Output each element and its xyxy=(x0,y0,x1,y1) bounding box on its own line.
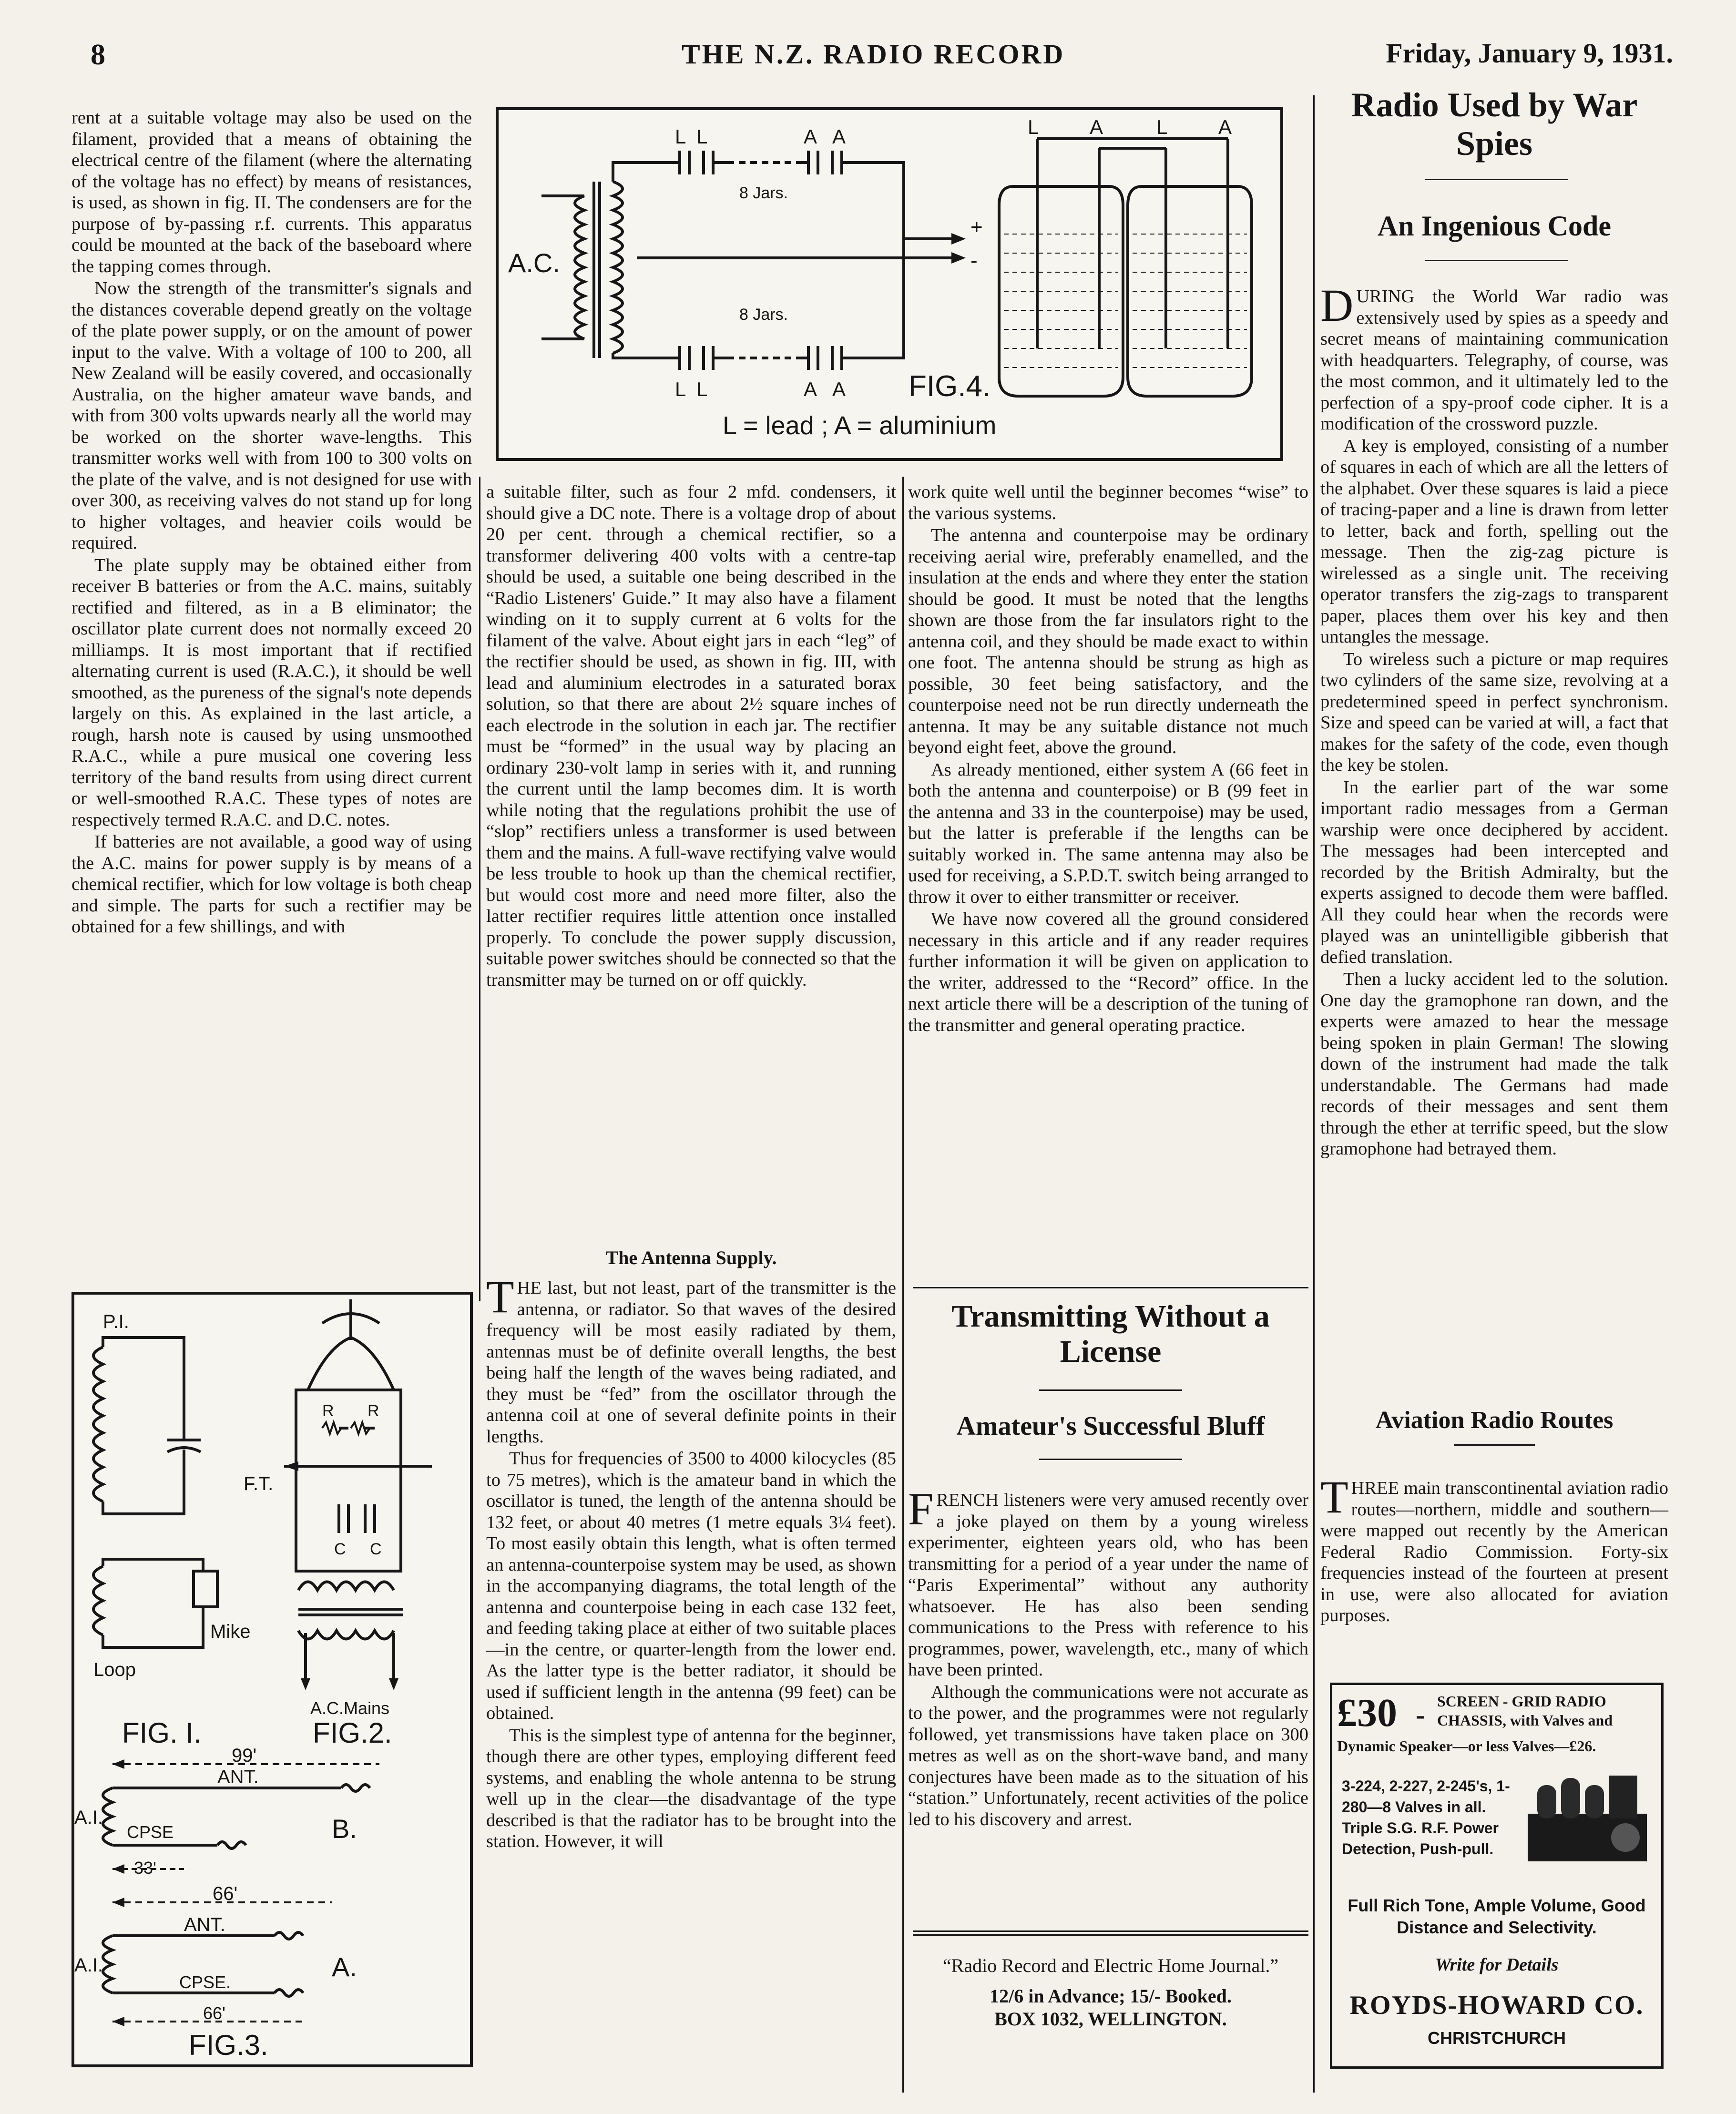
subscription-price: 12/6 in Advance; 15/- Booked. xyxy=(990,1985,1232,2007)
ad-write-for-details: Write for Details xyxy=(1435,1955,1559,1975)
counterpoise-label: CPSE xyxy=(127,1822,174,1842)
length-label: 66' xyxy=(213,1883,238,1904)
system-b-label: B. xyxy=(332,1814,357,1844)
ac-mains-label: A.C.Mains xyxy=(310,1698,390,1718)
paragraph: a suitable filter, such as four 2 mfd. condensers, it should give a DC note. There is a voltage drop of about 20 per cent. through a chemical rectifier, so a transformer delivering 400 volts with a centre-tap should be used, a suitable one being described in the “Radio Listeners' Guide.” It may also have a filament winding on it to supply current at 6 volts for the filament of the valve. About eight jars in each “leg” of the rectifier should be used, as shown in fig. III, with lead and aluminium electrodes in a saturated borax solution, so that there are about 2½ square inches of each electrode in the solution in each jar. The rectifier must be “formed” in the usual way by placing an ordinary 230-volt lamp in series with it, and running the current until the lamp becomes dim. It is worth while noting that the regulations prohibit the use of “slop” rectifiers unless a transformer is used between them and the mains. A full-wave rectifying valve would be less trouble to hook up than the chemical rectifier, but would cost more and need more filter, also the latter rectifier requires little attention once installed properly. To conclude the power supply discussion, suitable power switches should be connected so that the transmitter may be turned on or off quickly. xyxy=(486,482,896,990)
story-subhead: Amateur's Successful Bluff xyxy=(956,1411,1265,1441)
jar-electrode-label: L xyxy=(1028,116,1039,138)
resistor-label: R xyxy=(322,1402,334,1420)
ad-headline-line: CHASSIS, with Valves and xyxy=(1437,1712,1613,1729)
antenna-label: ANT. xyxy=(217,1767,259,1787)
paragraph: FRENCH listeners were very amused recently over a joke played on them by a young wireless experimenter, eighteen years old, who has been transmitting for a period of a year under the name of “Paris Experimental” without any authority whatsoever. He has also been sending communications to the Press with reference to his programmes, power, wavelength, etc., many of which have been printed. xyxy=(908,1483,1308,1680)
mike-label: Mike xyxy=(210,1621,251,1642)
jar-count-label: 8 Jars. xyxy=(739,306,788,324)
newspaper-title: THE N.Z. RADIO RECORD xyxy=(682,39,1065,70)
figure-legend: L = lead ; A = aluminium xyxy=(723,411,997,440)
spies-story xyxy=(1320,280,1668,1160)
ad-headline xyxy=(1437,1692,1656,1730)
label-aluminium: A xyxy=(804,378,817,400)
aviation-story xyxy=(1320,1471,1668,1626)
label-aluminium: A xyxy=(804,125,817,148)
ai-label: A.I. xyxy=(74,1807,103,1828)
label-aluminium: A xyxy=(832,125,846,148)
subscription-notice xyxy=(908,1954,1313,2031)
paragraph: The antenna and counterpoise may be ordinary receiving aerial wire, preferably enamelled, and the insulation at the ends and where they enter the station should be good. It must be noted that the lengths shown are those from the far insulators right to the antenna coil, and they should be made exact to within one foot. The antenna should be strung as high as possible, 30 feet being satisfactory, and the counterpoise need not be run directly underneath the antenna. It may be any suitable distance not much beyond eight feet, above the ground. xyxy=(908,525,1308,757)
ad-dash: - xyxy=(1416,1699,1425,1730)
paragraph: In the earlier part of the war some important radio messages from a German warship were once deciphered by accident. The messages had been intercepted and recorded by the British Admiralty, but the experts assigned to decode them were baffled. All they could hear when the records were played was an unintelligible gibberish that defied translation. xyxy=(1320,777,1668,967)
headline-rule xyxy=(1425,179,1568,180)
headline-rule xyxy=(1039,1389,1182,1391)
paragraph: rent at a suitable voltage may also be used on the filament, provided that a means of obtaining the electrical centre of the filament (where the alternating of the voltage has no effect) by means of resistances, is used, as shown in fig. II. The condensers are for the purpose of by-passing r.f. currents. This apparatus could be mounted at the back of the baseboard where the tapping comes through. xyxy=(71,108,472,276)
paragraph: This is the simplest type of antenna for the beginner, though there are other types, employing different feed systems, and enabling the whole antenna to be strung well up in the clear—the disadvantage of the type described is that the radiator has to be brought into the station. However, it will xyxy=(486,1725,896,1851)
story-headline: Transmitting Without a License xyxy=(951,1299,1270,1369)
counterpoise-label: CPSE. xyxy=(179,1972,231,1992)
paragraph: A key is employed, consisting of a number of squares in each of which are all the letters of the alphabet. Over these squares is laid a piece of tracing-paper and a line is drawn from letter to letter, back and forth, spelling out the message. Then the zig-zag picture is wirelessed as a single unit. The receiving operator transfers the zig-zags to transparent paper, places them over his key and then untangles the message. xyxy=(1320,436,1668,647)
transmitter-diagrams xyxy=(74,1295,470,2064)
plate-inductance-label: P.I. xyxy=(103,1311,129,1332)
paragraph: DURING the World War radio was extensively used by spies as a speedy and secret means of maintaining communication with headquarters. Telegraphy, of course, was the most common, and it ultimately led to the perfection of a spy-proof code cipher. It is a modification of the crossword puzzle. xyxy=(1320,280,1668,434)
column-divider xyxy=(902,477,904,2093)
headline-rule xyxy=(1039,1459,1182,1460)
label-lead: L xyxy=(675,378,686,400)
paragraph: THE last, but not least, part of the transmitter is the antenna, or radiator. So that waves of the desired frequency will be most easily radiated by them, antennas must be of definite overall lengths, the best being half the length of the waves being radiated, and they must be “fed” from the oscillator through the antenna coil at one of several definite points in their lengths. xyxy=(486,1271,896,1447)
ad-features: Full Rich Tone, Ample Volume, Good Distance and Selectivity. xyxy=(1348,1896,1646,1937)
journal-title: “Radio Record and Electric Home Journal.” xyxy=(942,1955,1279,1976)
minus-terminal: - xyxy=(970,249,978,272)
resistor-label: R xyxy=(368,1402,379,1420)
condenser-label: C xyxy=(370,1540,382,1558)
ad-headline-line: SCREEN - GRID RADIO xyxy=(1437,1693,1606,1710)
label-aluminium: A xyxy=(832,378,846,400)
headline-rule xyxy=(1425,260,1568,261)
paragraph: Thus for frequencies of 3500 to 4000 kilocycles (85 to 75 metres), which is the amateur band in which the oscillator is tuned, the length of the antenna should be 132 feet, or about 40 metres (1 metre equals 3¼ feet). To most easily obtain this length, what is often termed an antenna-counterpoise system may be used, as shown in the accompanying diagrams, the total length of the antenna and counterpoise being in each case 132 feet, and feeding taking place at either of two suitable places—in the centre, or quarter-length from the lower end. As the latter type is the better radiator, it should be used if sufficient length in the antenna (99 feet) can be obtained. xyxy=(486,1449,896,1723)
figure-4-rectifier xyxy=(496,107,1283,461)
figure-caption: FIG.2. xyxy=(313,1717,392,1749)
paragraph: The plate supply may be obtained either from receiver B batteries or from the A.C. mains, suitably rectified and filtered, as in a B eliminator; the oscillator plate current does not normally exceed 20 milliamps. It is most important that if rectified alternating current is used (R.A.C.), it should be well smoothed, as the pureness of the signal's note depends largely on this. As explained in the last article, a rough, harsh note is caused by using unsmoothed R.A.C., while a pure musical one covering less territory of the band results from using direct current or well-smoothed R.A.C. These types of notes are respectively termed R.A.C. and D.C. notes. xyxy=(71,555,472,830)
jar-electrode-label: A xyxy=(1090,116,1103,138)
story-subhead: An Ingenious Code xyxy=(1377,210,1612,242)
section-rule xyxy=(913,1934,1308,1936)
paragraph: To wireless such a picture or map requires two cylinders of the same size, revolving at a predetermined speed in perfect synchronism. Size and speed can be varied at will, a fact that makes for the safety of the code, even though the key be stolen. xyxy=(1320,649,1668,775)
figure-caption: FIG.3. xyxy=(189,2029,268,2061)
paragraph: We have now covered all the ground considered necessary in this article and if any reader requires further information it will be given on application to the writer, addressed to the “Record” office. In the next article there will be a description of the tuning of the transmitter and general operating practice. xyxy=(908,909,1308,1035)
aviation-headline: Aviation Radio Routes xyxy=(1375,1407,1613,1434)
article-column-3 xyxy=(908,481,1308,1036)
figure-caption: FIG. I. xyxy=(122,1717,202,1749)
figures-1-2-3 xyxy=(71,1292,473,2067)
ad-valves-list: 3-224, 2-227, 2-245's, 1-280—8 Valves in all. Triple S.G. R.F. Power Detection, Push-pull. xyxy=(1342,1777,1510,1858)
royds-howard-ad xyxy=(1330,1683,1664,2069)
column-divider xyxy=(1313,95,1315,2093)
article-column-2 xyxy=(486,481,896,991)
label-lead: L xyxy=(696,378,708,400)
antenna-label: ANT. xyxy=(184,1914,225,1935)
paragraph: Now the strength of the transmitter's signals and the distances coverable depend greatly on the voltage of the plate power supply, or on the amount of power input to the valve. With a voltage of 100 to 200, all New Zealand will be easily covered, and occasionally Australia, on the higher amateur wave bands, and with from 300 volts upwards nearly all the world may be worked on the shorter wave-lengths. This transmitter works well with from 100 to 300 volts on the plate of the valve, and is not designed for use with over 300, as receiving valves do not stand up for long to higher voltages, and heavier coils would be required. xyxy=(71,278,472,553)
jar-electrode-label: L xyxy=(1156,116,1168,138)
length-label: 33' xyxy=(134,1858,156,1878)
headline-rule xyxy=(1454,1444,1535,1446)
figure-caption: FIG.4. xyxy=(909,370,991,403)
length-label: 66' xyxy=(203,2003,225,2023)
subscription-address: BOX 1032, WELLINGTON. xyxy=(994,2008,1227,2030)
jar-electrode-label: A xyxy=(1218,116,1232,138)
radio-chassis-illustration xyxy=(1523,1766,1652,1876)
page-number: 8 xyxy=(91,39,105,71)
jar-count-label: 8 Jars. xyxy=(739,184,788,202)
license-story xyxy=(908,1483,1308,1830)
label-lead: L xyxy=(675,125,686,148)
section-rule xyxy=(913,1287,1308,1288)
paragraph: Although the communications were not accurate as to the power, and the programmes were not regularly followed, yet transmissions have taken place on 300 metres as well as on the short-wave band, and many conjectures have been made as to the situation of his “station.” Unfortunately, recent activities of the police led to his discovery and arrest. xyxy=(908,1682,1308,1829)
story-headline: Radio Used by War Spies xyxy=(1351,86,1638,163)
paragraph: If batteries are not available, a good way of using the A.C. mains for power supply is by means of a chemical rectifier, which for low voltage is both cheap and simple. The parts for such a rectifier may be obtained for a few shillings, and with xyxy=(71,832,472,937)
paragraph: work quite well until the beginner becomes “wise” to the various systems. xyxy=(908,482,1308,523)
section-subhead: The Antenna Supply. xyxy=(605,1247,777,1268)
ai-label: A.I. xyxy=(74,1955,103,1976)
plus-terminal: + xyxy=(970,215,983,239)
masthead xyxy=(71,29,1673,81)
ad-city: CHRISTCHURCH xyxy=(1428,2028,1566,2048)
ad-headline-line: Dynamic Speaker—or less Valves—£26. xyxy=(1337,1737,1596,1755)
paragraph: Then a lucky accident led to the solution. One day the gramophone ran down, and the experts were amazed to hear the message being spoken in plain German! The slowing down of the instrument had made the talk understandable. The Germans had made records of their messages and sent them through the ether at terrific speed, but the slow gramophone had betrayed them. xyxy=(1320,969,1668,1159)
label-lead: L xyxy=(696,125,708,148)
paragraph: As already mentioned, either system A (66 feet in both the antenna and counterpoise) or B (99 feet in the antenna and 33 in the counterpoise) may be used, but the latter is preferable if the lengths can be suitably worked in. The same antenna may also be used for receiving, a S.P.D.T. switch being arranged to throw it over to either transmitter or receiver. xyxy=(908,759,1308,907)
article-column-1 xyxy=(71,107,472,938)
antenna-supply-section xyxy=(486,1271,896,1852)
ft-label: F.T. xyxy=(244,1473,274,1494)
loop-label: Loop xyxy=(93,1659,136,1680)
rectifier-diagram xyxy=(499,110,1280,458)
system-a-label: A. xyxy=(332,1952,357,1982)
paragraph: THREE main transcontinental aviation radio routes—northern, middle and southern—were mapped out recently by the American Federal Radio Commission. Forty-six frequencies instead of the fourteen at present in use, were also allocated for aviation purposes. xyxy=(1320,1471,1668,1625)
issue-date: Friday, January 9, 1931. xyxy=(1386,38,1673,69)
section-rule xyxy=(913,1930,1308,1932)
length-label: 99' xyxy=(232,1745,257,1766)
ad-company-name: ROYDS-HOWARD CO. xyxy=(1349,1991,1644,2020)
column-divider xyxy=(479,477,480,1301)
condenser-label: C xyxy=(334,1540,346,1558)
ad-price: £30 xyxy=(1337,1691,1397,1735)
ac-label: A.C. xyxy=(508,248,560,278)
